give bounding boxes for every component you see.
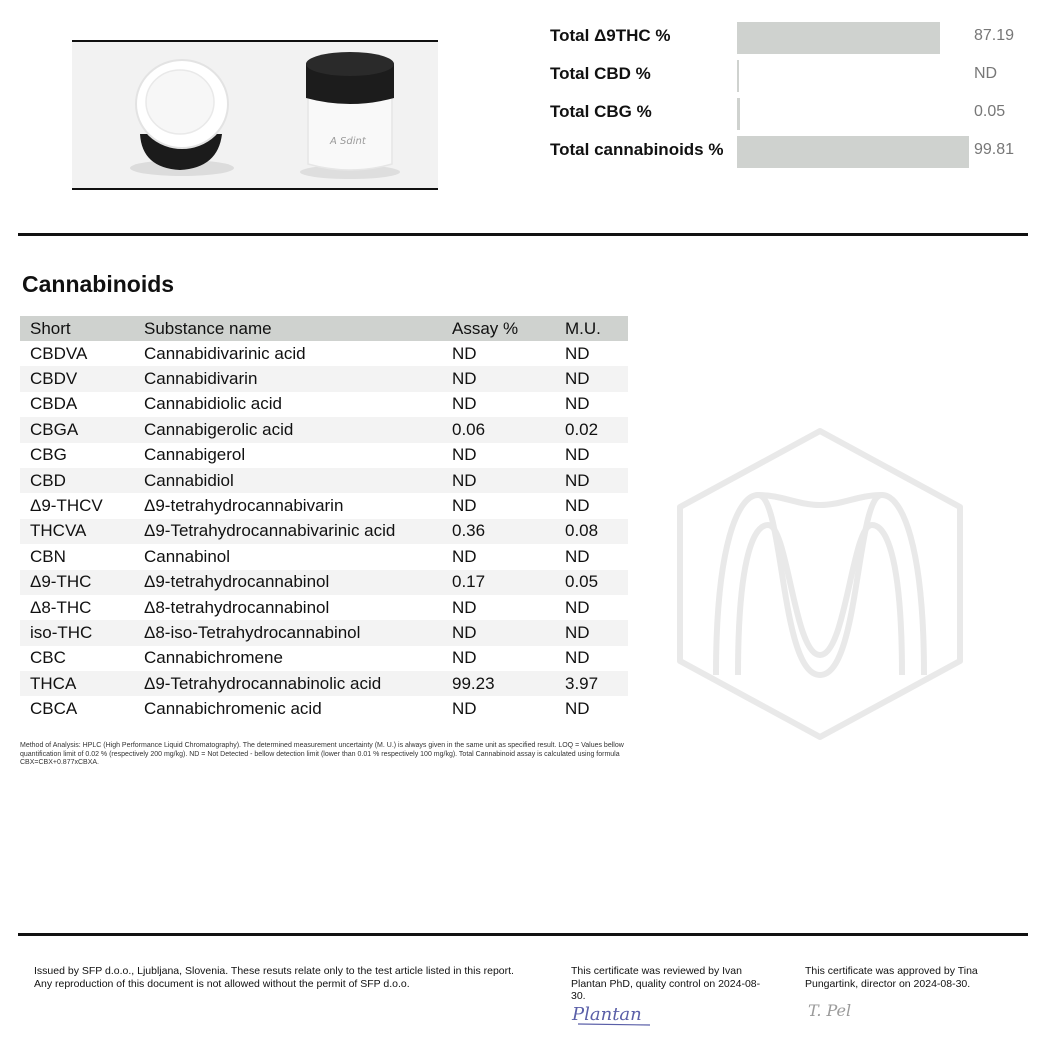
column-header-substance-name: Substance name	[134, 316, 442, 341]
reviewer-signature	[568, 1000, 658, 1030]
reviewer-signature-text: Plantan	[572, 1004, 642, 1025]
table-row	[20, 392, 628, 417]
cell-mu: ND	[555, 468, 628, 493]
cell-assay: 0.17	[442, 570, 555, 595]
table-row	[20, 544, 628, 569]
cell-mu: 0.05	[555, 570, 628, 595]
cell-substance-name: Δ9-tetrahydrocannabivarin	[144, 496, 344, 516]
footer-divider	[18, 933, 1028, 936]
table-row	[20, 341, 628, 366]
summary-bar-track	[737, 136, 969, 168]
cell-mu: 0.02	[555, 417, 628, 442]
footer-reviewed-by: This certificate was reviewed by Ivan Plantan PhD, quality control on 2024-08-30.	[571, 965, 761, 1002]
summary-bar-track	[737, 98, 969, 130]
table-row	[20, 671, 628, 696]
cell-short: iso-THC	[20, 620, 134, 645]
approver-signature-text: T. Pel	[808, 1001, 852, 1020]
column-header-assay: Assay %	[442, 316, 555, 341]
cell-assay: 0.36	[442, 519, 555, 544]
cell-substance-name: Cannabidiol	[134, 468, 442, 493]
summary-value: 87.19	[974, 27, 1015, 44]
cell-short: CBCA	[30, 699, 78, 719]
summary-row-total-cbd	[550, 56, 1030, 94]
cell-substance-name: Δ9-Tetrahydrocannabivarinic acid	[134, 519, 442, 544]
cell-short: CBDVA	[30, 343, 88, 363]
summary-bar-track	[737, 22, 969, 54]
summary-label: Total CBD %	[550, 64, 651, 83]
table-row	[20, 417, 628, 442]
summary-value: 99.81	[974, 141, 1015, 158]
cell-short: Δ9-THC	[20, 570, 134, 595]
cell-mu: ND	[555, 620, 628, 645]
cell-mu: ND	[565, 343, 590, 363]
cell-short: CBGA	[20, 417, 134, 442]
cell-short: Δ9-THCV	[30, 496, 103, 516]
cell-mu: ND	[565, 648, 590, 668]
summary-row-total-cannabinoids	[550, 132, 1030, 170]
cell-substance-name: Cannabichromenic acid	[144, 699, 322, 719]
cell-substance-name: Cannabichromene	[144, 648, 283, 668]
approver-signature	[806, 996, 876, 1022]
table-header-row	[20, 316, 628, 341]
table-row	[20, 646, 628, 671]
cell-mu: 0.08	[555, 519, 628, 544]
product-photo	[72, 40, 438, 190]
summary-bar-fill	[739, 136, 969, 168]
cell-mu: ND	[565, 699, 590, 719]
cell-substance-name: Cannabidivarinic acid	[144, 343, 306, 363]
summary-bar-fill	[739, 22, 940, 54]
table-row	[20, 366, 628, 391]
cell-substance-name: Δ9-tetrahydrocannabinol	[134, 570, 442, 595]
summary-row-total-cbg	[550, 94, 1030, 132]
cell-substance-name: Cannabigerol	[144, 445, 246, 465]
footer-approved-by: This certificate was approved by Tina Pungartink, director on 2024-08-30.	[805, 965, 978, 990]
cell-substance-name: Δ8-iso-Tetrahydrocannabinol	[134, 620, 442, 645]
cell-substance-name: Cannabigerolic acid	[134, 417, 442, 442]
cell-assay: ND	[452, 648, 477, 668]
cell-substance-name: Δ8-tetrahydrocannabinol	[144, 597, 330, 617]
cell-mu: 3.97	[555, 671, 628, 696]
cell-assay: ND	[452, 597, 477, 617]
cell-short: CBDV	[20, 366, 134, 391]
table-row	[20, 595, 628, 620]
cell-substance-name: Δ9-Tetrahydrocannabinolic acid	[134, 671, 442, 696]
column-header-mu: M.U.	[555, 316, 628, 341]
cell-mu: ND	[565, 597, 590, 617]
cell-short: CBDA	[30, 394, 78, 414]
cell-mu: ND	[565, 394, 590, 414]
cell-short: Δ8-THC	[30, 597, 92, 617]
cannabinoids-table	[20, 316, 628, 722]
cell-substance-name: Cannabidivarin	[134, 366, 442, 391]
watermark-logo-icon	[672, 425, 968, 743]
cell-short: CBN	[30, 546, 66, 566]
cell-assay: 0.06	[442, 417, 555, 442]
table-row	[20, 570, 628, 595]
summary-label: Total cannabinoids %	[550, 140, 724, 159]
footer-issued-by: Issued by SFP d.o.o., Ljubljana, Slovenia. These resuts relate only to the test article listed in this report. Any reproduction of this document is not allowed without the permit of SFP d.o.o.	[34, 965, 514, 990]
cell-mu: ND	[555, 366, 628, 391]
cell-short: CBD	[20, 468, 134, 493]
table-row	[20, 443, 628, 468]
section-title-cannabinoids: Cannabinoids	[22, 271, 175, 297]
cell-assay: ND	[452, 546, 477, 566]
cell-assay: ND	[452, 496, 477, 516]
cell-assay: ND	[452, 343, 477, 363]
cell-short: CBC	[30, 648, 66, 668]
cell-substance-name: Cannabinol	[144, 546, 231, 566]
cell-assay: ND	[452, 699, 477, 719]
method-of-analysis-note: Method of Analysis: HPLC (High Performance Liquid Chromatography). The determined measurement uncertainty (M. U.) is always given in the same unit as specified result. LOQ = Values bellow quantification limit of 0.02 % (respectively 200 mg/kg). ND = Not Detected - bellow detection limit (lower than 0.01 % respectively 100 mg/kg). Total Cannabinoid assay is calculated using formula CBX=CBX+0.877xCBXA.	[20, 742, 624, 767]
cell-mu: ND	[565, 546, 590, 566]
jar-handwritten-label: A Sdint	[330, 136, 366, 147]
jar-photo-illustration	[72, 42, 438, 188]
summary-value: ND	[974, 65, 998, 82]
table-row	[20, 620, 628, 645]
table-row	[20, 493, 628, 518]
cell-short: THCVA	[20, 519, 134, 544]
section-divider	[18, 233, 1028, 236]
cell-assay: ND	[442, 468, 555, 493]
cell-assay: ND	[442, 366, 555, 391]
cell-mu: ND	[565, 445, 590, 465]
summary-label: Total Δ9THC %	[550, 26, 671, 45]
cell-assay: ND	[442, 620, 555, 645]
summary-row-total-thc	[550, 18, 1030, 56]
column-header-short: Short	[20, 316, 134, 341]
cell-mu: ND	[565, 496, 590, 516]
table-row	[20, 519, 628, 544]
summary-bar-track	[737, 60, 969, 92]
table-row	[20, 696, 628, 721]
table-row	[20, 468, 628, 493]
cell-short: THCA	[20, 671, 134, 696]
summary-label: Total CBG %	[550, 102, 652, 121]
cell-assay: ND	[452, 394, 477, 414]
cell-short: CBG	[30, 445, 67, 465]
summary-value: 0.05	[974, 103, 1006, 120]
cell-assay: 99.23	[442, 671, 555, 696]
cell-substance-name: Cannabidiolic acid	[144, 394, 282, 414]
cell-assay: ND	[452, 445, 477, 465]
